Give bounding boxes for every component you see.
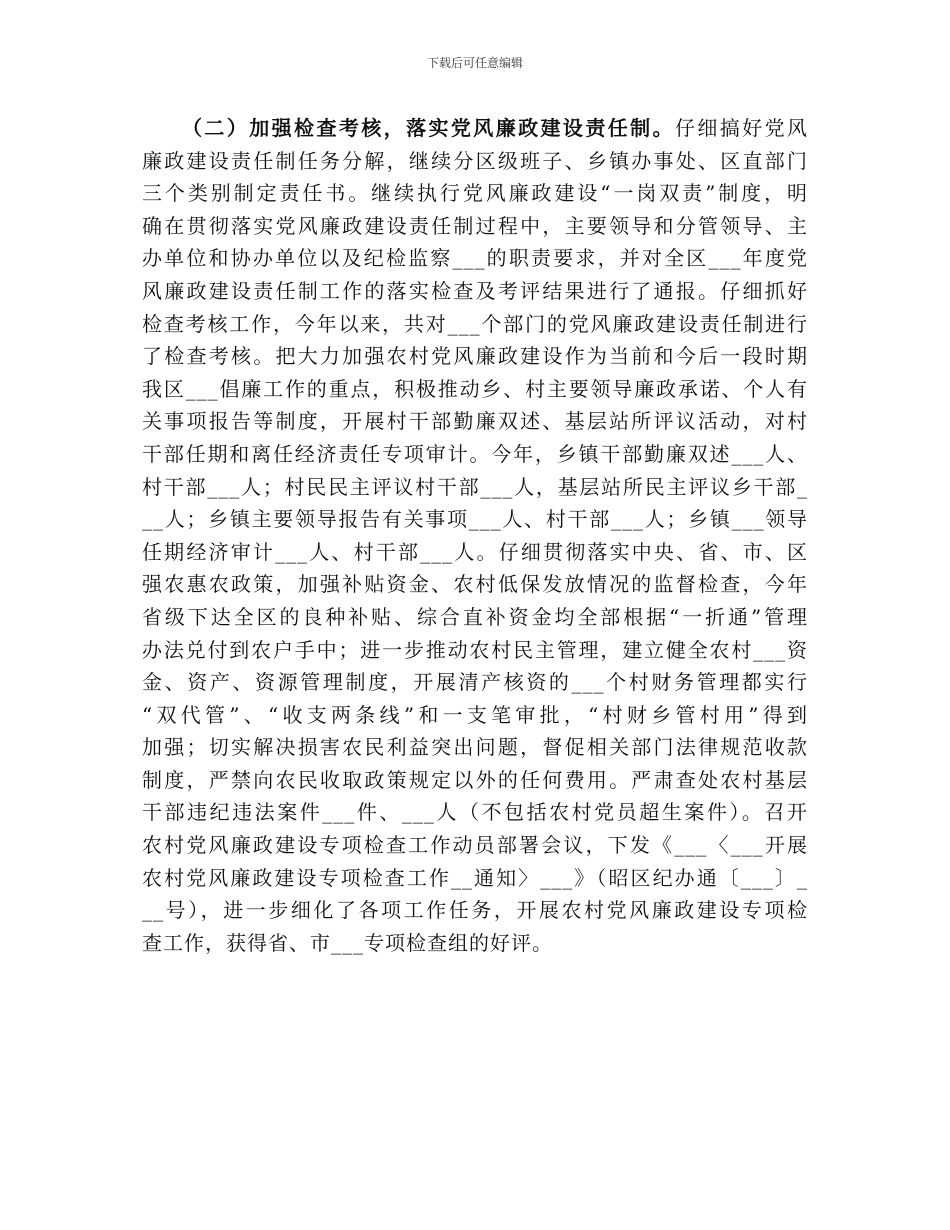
text-line: 干部任期和离任经济责任专项审计。今年，乡镇干部勤廉双述___人、 [142, 441, 808, 466]
text-line: 我区___倡廉工作的重点，积极推动乡、村主要领导廉政承诺、个人有 [142, 376, 808, 401]
text-line: 强农惠农政策，加强补贴资金、农村低保发放情况的监督检查，今年 [142, 572, 808, 597]
page-header: 下载后可任意编辑 [426, 56, 523, 70]
text-line: 省级下达全区的良种补贴、综合直补资金均全部根据“一折通”管理 [142, 604, 808, 629]
text-line: __号），进一步细化了各项工作任务，开展农村党风廉政建设专项检 [142, 898, 808, 923]
text-line: 关事项报告等制度，开展村干部勤廉双述、基层站所评议活动，对村 [142, 409, 808, 434]
text-line: 查工作，获得省、市___专项检查组的好评。 [142, 930, 553, 955]
text-line: 检查考核工作，今年以来，共对___个部门的党风廉政建设责任制进行 [142, 311, 808, 336]
text-line: 农村党风廉政建设专项检查工作__通知〉___》（昭区纪办通〔___〕_ [142, 865, 808, 890]
text-line [142, 112, 808, 145]
text-line: 村干部___人；村民民主评议村干部___人，基层站所民主评议乡干部_ [142, 474, 808, 499]
text-line: 农村党风廉政建设专项检查工作动员部署会议，下发《___〈___开展 [142, 833, 808, 858]
text-line: 确在贯彻落实党风廉政建设责任制过程中，主要领导和分管领导、主 [142, 213, 808, 238]
text-line: 办单位和协办单位以及纪检监察___的职责要求，并对全区___年度党 [142, 246, 808, 271]
text-line: __人；乡镇主要领导报告有关事项___人、村干部___人；乡镇___领导 [142, 507, 808, 532]
text-line: 了检查考核。把大力加强农村党风廉政建设作为当前和今后一段时期 [142, 344, 808, 369]
line-text: 仔细搞好党风 [674, 116, 809, 140]
text-line: 制度，严禁向农民收取政策规定以外的任何费用。严肃查处农村基层 [142, 767, 808, 792]
text-line: 风廉政建设责任制工作的落实检查及考评结果进行了通报。仔细抓好 [142, 278, 808, 303]
text-line: 加强；切实解决损害农民利益突出问题，督促相关部门法律规范收款 [142, 735, 808, 760]
text-line: 办法兑付到农户手中；进一步推动农村民主管理，建立健全农村___资 [142, 637, 808, 662]
text-line: 廉政建设责任制任务分解，继续分区级班子、乡镇办事处、区直部门 [142, 148, 808, 173]
body-paragraph [142, 112, 808, 959]
text-line: 三个类别制定责任书。继续执行党风廉政建设“一岗双责”制度，明 [142, 181, 808, 206]
section-heading: （二）加强检查考核，落实党风廉政建设责任制。 [182, 116, 675, 140]
text-line: “双代管”、“收支两条线”和一支笔审批，“村财乡管村用”得到 [142, 702, 808, 727]
text-line: 干部违纪违法案件___件、___人（不包括农村党员超生案件）。召开 [142, 800, 808, 825]
text-line: 任期经济审计___人、村干部___人。仔细贯彻落实中央、省、市、区 [142, 539, 808, 564]
text-line: 金、资产、资源管理制度，开展清产核资的___个村财务管理都实行 [142, 670, 808, 695]
